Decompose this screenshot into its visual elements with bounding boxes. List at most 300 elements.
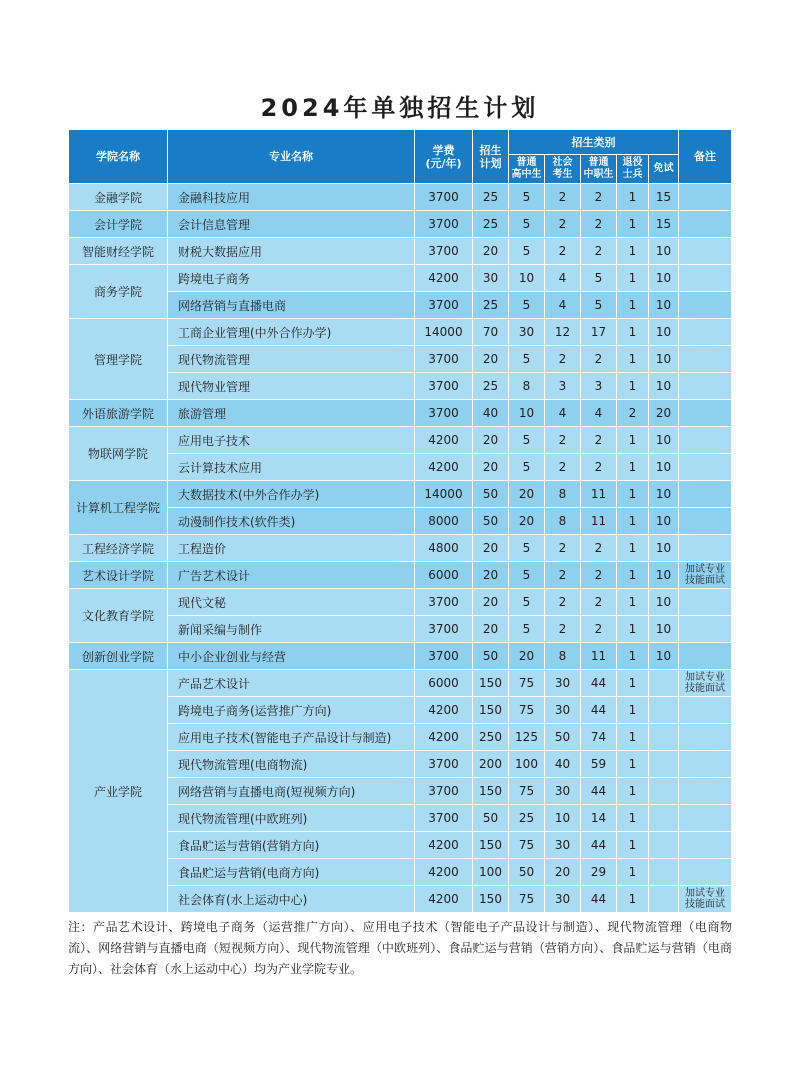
table-row: [69, 859, 732, 886]
cell-c1: 8: [509, 373, 545, 400]
table-row: [69, 184, 732, 211]
cell-fee: 4200: [415, 454, 473, 481]
cell-c5: 10: [649, 508, 679, 535]
cell-fee: 3700: [415, 778, 473, 805]
table-row: [69, 589, 732, 616]
major-name: 产品艺术设计: [168, 670, 415, 697]
cell-c4: 1: [617, 643, 649, 670]
header-cat-veteran: 退役 士兵: [617, 155, 649, 184]
cell-c3: 2: [581, 346, 617, 373]
remark-cell: [679, 211, 732, 238]
cell-c2: 2: [545, 346, 581, 373]
cell-c5: 10: [649, 535, 679, 562]
cell-c5: [649, 724, 679, 751]
cell-plan: 150: [473, 778, 509, 805]
cell-plan: 50: [473, 805, 509, 832]
cell-c4: 1: [617, 211, 649, 238]
cell-c2: 10: [545, 805, 581, 832]
cell-plan: 25: [473, 373, 509, 400]
cell-c4: 1: [617, 454, 649, 481]
cell-c3: 2: [581, 427, 617, 454]
cell-c4: 1: [617, 724, 649, 751]
cell-c4: 1: [617, 265, 649, 292]
table-row: [69, 481, 732, 508]
major-name: 财税大数据应用: [168, 238, 415, 265]
header-remark: 备注: [679, 130, 732, 184]
remark-line: 技能面试: [685, 575, 725, 586]
remark-cell: [679, 616, 732, 643]
table-row: [69, 508, 732, 535]
cell-fee: 6000: [415, 562, 473, 589]
remark-cell: [679, 184, 732, 211]
cell-plan: 40: [473, 400, 509, 427]
cell-c3: 44: [581, 886, 617, 913]
cell-c3: 2: [581, 535, 617, 562]
cell-c5: 10: [649, 373, 679, 400]
header-cat-social: 社会 考生: [545, 155, 581, 184]
cell-c2: 8: [545, 643, 581, 670]
cell-c4: 1: [617, 346, 649, 373]
table-row: [69, 697, 732, 724]
cell-plan: 70: [473, 319, 509, 346]
cell-c2: 2: [545, 211, 581, 238]
cell-fee: 14000: [415, 319, 473, 346]
cell-c2: 8: [545, 481, 581, 508]
cell-fee: 3700: [415, 589, 473, 616]
major-name: 会计信息管理: [168, 211, 415, 238]
remark-cell: [679, 292, 732, 319]
header-cat-exempt: 免试: [649, 155, 679, 184]
major-name: 社会体育(水上运动中心): [168, 886, 415, 913]
cell-fee: 3700: [415, 400, 473, 427]
cell-c3: 44: [581, 778, 617, 805]
table-row: [69, 346, 732, 373]
cell-c4: 1: [617, 616, 649, 643]
major-name: 现代物流管理: [168, 346, 415, 373]
cell-c3: 11: [581, 481, 617, 508]
cell-plan: 20: [473, 238, 509, 265]
cell-c2: 30: [545, 832, 581, 859]
cell-c3: 2: [581, 238, 617, 265]
cell-c1: 5: [509, 454, 545, 481]
remark-line: 技能面试: [685, 899, 725, 910]
cell-fee: 4200: [415, 832, 473, 859]
footnote: 注：产品艺术设计、跨境电子商务（运营推广方向）、应用电子技术（智能电子产品设计与制造）、现代物流管理（电商物流）、网络营销与直播电商（短视频方向）、现代物流管理（中欧班列）、食品贮运与营销（营销方向）、食品贮运与营销（电商方向）、社会体育（水上运动中心）均为产业学院专业。: [68, 920, 732, 976]
cell-c5: [649, 805, 679, 832]
header-cat-vocational: 普通 中职生: [581, 155, 617, 184]
cell-c4: 1: [617, 427, 649, 454]
cell-c4: 1: [617, 292, 649, 319]
cell-c1: 5: [509, 589, 545, 616]
cell-c5: 10: [649, 454, 679, 481]
remark-cell: [679, 886, 732, 913]
cell-c1: 10: [509, 265, 545, 292]
remark-cell: [679, 319, 732, 346]
college-name: 艺术设计学院: [69, 562, 168, 589]
remark-cell: [679, 481, 732, 508]
table-row: [69, 238, 732, 265]
cell-c3: 17: [581, 319, 617, 346]
cell-c4: 1: [617, 184, 649, 211]
college-name: 管理学院: [69, 319, 168, 400]
cell-c5: 10: [649, 643, 679, 670]
cell-c2: 2: [545, 427, 581, 454]
cell-fee: 4200: [415, 859, 473, 886]
remark-cell: [679, 643, 732, 670]
table-row: [69, 427, 732, 454]
cell-c4: 1: [617, 778, 649, 805]
major-name: 跨境电子商务: [168, 265, 415, 292]
cell-fee: 3700: [415, 805, 473, 832]
cell-c4: 1: [617, 373, 649, 400]
cell-c5: 10: [649, 319, 679, 346]
cell-c3: 2: [581, 454, 617, 481]
cell-c4: 1: [617, 562, 649, 589]
cell-plan: 25: [473, 292, 509, 319]
cell-fee: 3700: [415, 184, 473, 211]
remark-line: 加试专业: [685, 564, 725, 575]
cell-c5: [649, 751, 679, 778]
cell-c1: 125: [509, 724, 545, 751]
cell-c2: 30: [545, 886, 581, 913]
cell-c2: 2: [545, 562, 581, 589]
cell-c2: 4: [545, 400, 581, 427]
table-row: [69, 670, 732, 697]
cell-c2: 8: [545, 508, 581, 535]
cell-c2: 2: [545, 616, 581, 643]
header-fee: 学费 (元/年): [415, 130, 473, 184]
remark-cell: [679, 751, 732, 778]
cell-c1: 5: [509, 238, 545, 265]
table-row: [69, 751, 732, 778]
cell-c5: [649, 886, 679, 913]
major-name: 跨境电子商务(运营推广方向): [168, 697, 415, 724]
remark-cell: [679, 346, 732, 373]
cell-c3: 44: [581, 697, 617, 724]
major-name: 工商企业管理(中外合作办学): [168, 319, 415, 346]
cell-c3: 5: [581, 265, 617, 292]
cell-plan: 20: [473, 427, 509, 454]
cell-c5: 10: [649, 562, 679, 589]
cell-c1: 5: [509, 184, 545, 211]
cell-c2: 30: [545, 778, 581, 805]
cell-plan: 20: [473, 589, 509, 616]
table-row: [69, 643, 732, 670]
table-row: [69, 265, 732, 292]
cell-c5: 10: [649, 265, 679, 292]
cell-c1: 5: [509, 292, 545, 319]
college-name: 外语旅游学院: [69, 400, 168, 427]
table-row: [69, 535, 732, 562]
cell-c3: 2: [581, 589, 617, 616]
remark-line: 技能面试: [685, 683, 725, 694]
college-name: 创新创业学院: [69, 643, 168, 670]
cell-c2: 3: [545, 373, 581, 400]
cell-c2: 2: [545, 535, 581, 562]
cell-c1: 100: [509, 751, 545, 778]
major-name: 食品贮运与营销(营销方向): [168, 832, 415, 859]
cell-c4: 1: [617, 535, 649, 562]
remark-cell: [679, 427, 732, 454]
cell-plan: 150: [473, 832, 509, 859]
header-cat-highschool: 普通 高中生: [509, 155, 545, 184]
cell-plan: 150: [473, 670, 509, 697]
cell-fee: 3700: [415, 238, 473, 265]
table-row: [69, 292, 732, 319]
cell-fee: 4200: [415, 724, 473, 751]
table-row: [69, 886, 732, 913]
table-row: [69, 211, 732, 238]
major-name: 现代物业管理: [168, 373, 415, 400]
cell-c5: 10: [649, 589, 679, 616]
cell-c3: 2: [581, 211, 617, 238]
cell-c1: 20: [509, 508, 545, 535]
cell-c3: 2: [581, 562, 617, 589]
cell-c3: 11: [581, 508, 617, 535]
remark-cell: [679, 454, 732, 481]
college-name: 智能财经学院: [69, 238, 168, 265]
cell-plan: 100: [473, 859, 509, 886]
cell-c5: 10: [649, 616, 679, 643]
cell-c3: 29: [581, 859, 617, 886]
cell-c4: 1: [617, 508, 649, 535]
cell-c1: 5: [509, 535, 545, 562]
cell-plan: 250: [473, 724, 509, 751]
major-name: 应用电子技术(智能电子产品设计与制造): [168, 724, 415, 751]
table-row: [69, 319, 732, 346]
remark-cell: [679, 697, 732, 724]
major-name: 云计算技术应用: [168, 454, 415, 481]
cell-c4: 1: [617, 832, 649, 859]
cell-c5: 10: [649, 238, 679, 265]
cell-fee: 8000: [415, 508, 473, 535]
major-name: 动漫制作技术(软件类): [168, 508, 415, 535]
cell-plan: 200: [473, 751, 509, 778]
major-name: 食品贮运与营销(电商方向): [168, 859, 415, 886]
cell-c3: 11: [581, 643, 617, 670]
table-row: [69, 724, 732, 751]
major-name: 网络营销与直播电商: [168, 292, 415, 319]
cell-c1: 75: [509, 697, 545, 724]
cell-c4: 1: [617, 859, 649, 886]
cell-c2: 50: [545, 724, 581, 751]
major-name: 旅游管理: [168, 400, 415, 427]
remark-cell: [679, 724, 732, 751]
cell-plan: 25: [473, 211, 509, 238]
cell-c5: 20: [649, 400, 679, 427]
cell-plan: 20: [473, 535, 509, 562]
cell-c1: 5: [509, 562, 545, 589]
cell-c3: 4: [581, 400, 617, 427]
table-row: [69, 373, 732, 400]
college-name: 工程经济学院: [69, 535, 168, 562]
header-category: 招生类别: [509, 130, 679, 155]
cell-c2: 30: [545, 697, 581, 724]
cell-c5: 15: [649, 211, 679, 238]
cell-c1: 20: [509, 643, 545, 670]
remark-cell: [679, 238, 732, 265]
enrollment-plan-table: [68, 129, 732, 913]
table-row: [69, 616, 732, 643]
cell-c1: 75: [509, 778, 545, 805]
cell-c2: 4: [545, 265, 581, 292]
cell-fee: 4200: [415, 427, 473, 454]
cell-c5: 15: [649, 184, 679, 211]
cell-fee: 14000: [415, 481, 473, 508]
cell-c5: 10: [649, 481, 679, 508]
cell-c2: 2: [545, 589, 581, 616]
remark-cell: [679, 589, 732, 616]
cell-c3: 59: [581, 751, 617, 778]
cell-fee: 6000: [415, 670, 473, 697]
cell-plan: 30: [473, 265, 509, 292]
cell-c4: 1: [617, 319, 649, 346]
cell-plan: 150: [473, 886, 509, 913]
cell-c4: 1: [617, 751, 649, 778]
cell-fee: 3700: [415, 616, 473, 643]
cell-fee: 3700: [415, 292, 473, 319]
cell-fee: 4200: [415, 697, 473, 724]
college-name: 文化教育学院: [69, 589, 168, 643]
cell-c3: 14: [581, 805, 617, 832]
cell-c2: 4: [545, 292, 581, 319]
college-name: 会计学院: [69, 211, 168, 238]
cell-c3: 44: [581, 670, 617, 697]
remark-cell: [679, 265, 732, 292]
cell-fee: 3700: [415, 751, 473, 778]
cell-c1: 5: [509, 346, 545, 373]
cell-c2: 30: [545, 670, 581, 697]
cell-c1: 5: [509, 427, 545, 454]
cell-fee: 4800: [415, 535, 473, 562]
remark-cell: [679, 373, 732, 400]
college-name: 计算机工程学院: [69, 481, 168, 535]
cell-plan: 25: [473, 184, 509, 211]
cell-c4: 1: [617, 670, 649, 697]
table-row: [69, 805, 732, 832]
major-name: 金融科技应用: [168, 184, 415, 211]
cell-c5: 10: [649, 346, 679, 373]
cell-c5: 10: [649, 427, 679, 454]
cell-c2: 20: [545, 859, 581, 886]
cell-fee: 3700: [415, 211, 473, 238]
cell-c5: [649, 832, 679, 859]
cell-c2: 2: [545, 238, 581, 265]
cell-plan: 20: [473, 346, 509, 373]
cell-c2: 2: [545, 184, 581, 211]
cell-c4: 1: [617, 238, 649, 265]
major-name: 中小企业创业与经营: [168, 643, 415, 670]
cell-plan: 20: [473, 616, 509, 643]
cell-c3: 44: [581, 832, 617, 859]
cell-c1: 25: [509, 805, 545, 832]
cell-c1: 5: [509, 616, 545, 643]
cell-plan: 50: [473, 481, 509, 508]
cell-c3: 74: [581, 724, 617, 751]
cell-c4: 1: [617, 886, 649, 913]
cell-c4: 1: [617, 805, 649, 832]
college-name: 商务学院: [69, 265, 168, 319]
cell-plan: 20: [473, 454, 509, 481]
cell-c1: 30: [509, 319, 545, 346]
cell-c1: 75: [509, 886, 545, 913]
header-college: 学院名称: [69, 130, 168, 184]
remark-cell: [679, 805, 732, 832]
cell-c2: 40: [545, 751, 581, 778]
cell-fee: 3700: [415, 643, 473, 670]
cell-c4: 1: [617, 697, 649, 724]
cell-c1: 10: [509, 400, 545, 427]
table-row: [69, 778, 732, 805]
major-name: 工程造价: [168, 535, 415, 562]
cell-c5: 10: [649, 292, 679, 319]
college-name: 金融学院: [69, 184, 168, 211]
header-major: 专业名称: [168, 130, 415, 184]
major-name: 现代文秘: [168, 589, 415, 616]
college-name: 物联网学院: [69, 427, 168, 481]
cell-fee: 4200: [415, 265, 473, 292]
major-name: 网络营销与直播电商(短视频方向): [168, 778, 415, 805]
cell-c3: 2: [581, 616, 617, 643]
header-plan: 招生 计划: [473, 130, 509, 184]
cell-c1: 50: [509, 859, 545, 886]
cell-c1: 5: [509, 211, 545, 238]
major-name: 现代物流管理(电商物流): [168, 751, 415, 778]
cell-c1: 75: [509, 670, 545, 697]
remark-cell: [679, 859, 732, 886]
major-name: 应用电子技术: [168, 427, 415, 454]
major-name: 新闻采编与制作: [168, 616, 415, 643]
cell-c2: 2: [545, 454, 581, 481]
major-name: 大数据技术(中外合作办学): [168, 481, 415, 508]
cell-c1: 75: [509, 832, 545, 859]
cell-fee: 4200: [415, 886, 473, 913]
cell-c3: 2: [581, 184, 617, 211]
cell-c3: 5: [581, 292, 617, 319]
remark-line: 加试专业: [685, 672, 725, 683]
cell-plan: 150: [473, 697, 509, 724]
cell-c4: 2: [617, 400, 649, 427]
remark-cell: [679, 508, 732, 535]
remark-cell: [679, 400, 732, 427]
cell-c2: 12: [545, 319, 581, 346]
table-row: [69, 454, 732, 481]
cell-c5: [649, 859, 679, 886]
cell-c5: [649, 697, 679, 724]
remark-line: 加试专业: [685, 888, 725, 899]
cell-c1: 20: [509, 481, 545, 508]
cell-c3: 3: [581, 373, 617, 400]
major-name: 现代物流管理(中欧班列): [168, 805, 415, 832]
major-name: 广告艺术设计: [168, 562, 415, 589]
cell-fee: 3700: [415, 373, 473, 400]
cell-plan: 50: [473, 643, 509, 670]
cell-c5: [649, 670, 679, 697]
remark-cell: [679, 832, 732, 859]
cell-fee: 3700: [415, 346, 473, 373]
remark-cell: [679, 562, 732, 589]
cell-c5: [649, 778, 679, 805]
cell-c4: 1: [617, 589, 649, 616]
table-row: [69, 562, 732, 589]
page-title: 2024年单独招生计划: [260, 94, 540, 122]
cell-plan: 20: [473, 562, 509, 589]
cell-c4: 1: [617, 481, 649, 508]
table-row: [69, 400, 732, 427]
remark-cell: [679, 670, 732, 697]
college-name: 产业学院: [69, 670, 168, 913]
remark-cell: [679, 535, 732, 562]
